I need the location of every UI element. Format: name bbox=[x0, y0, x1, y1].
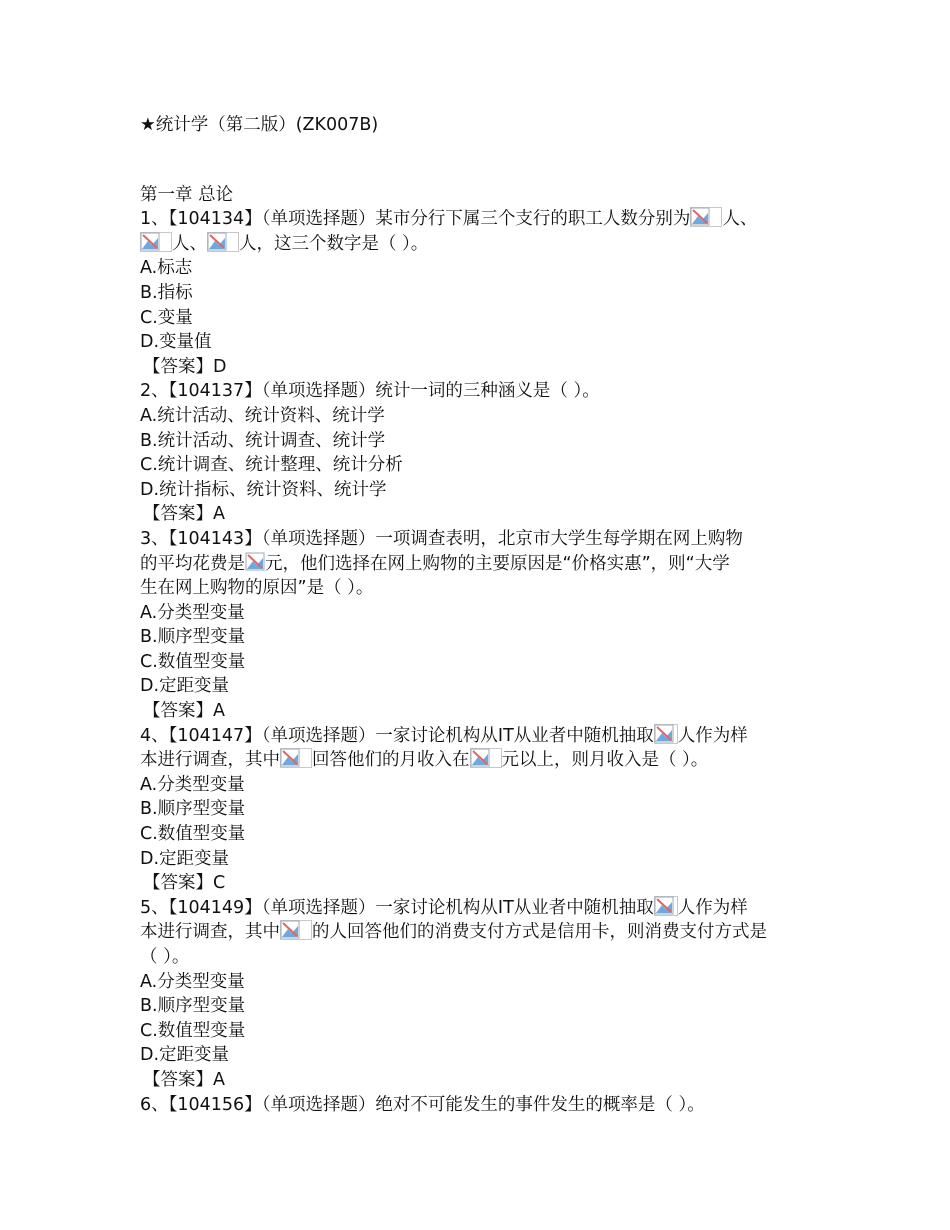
question-5-line-1 bbox=[140, 896, 812, 921]
question-4-text: 人作为样 bbox=[677, 725, 748, 746]
broken-image-icon bbox=[654, 724, 678, 744]
document-title: ★统计学（第二版）(ZK007B) bbox=[140, 115, 379, 135]
question-1-text: 人，这三个数字是（ ）。 bbox=[239, 233, 429, 254]
question-2: 2、【104137】（单项选择题）统计一词的三种涵义是（ ）。 bbox=[140, 381, 600, 402]
question-4-text: 元以上，则月收入是（ ）。 bbox=[501, 750, 709, 771]
option-a: A.标志 bbox=[140, 258, 193, 279]
broken-image-icon bbox=[470, 748, 502, 768]
answer: 【答案】A bbox=[143, 504, 225, 525]
question-3-line-3: 生在网上购物的原因”是（ ）。 bbox=[140, 578, 374, 599]
broken-image-icon bbox=[140, 232, 172, 252]
question-1-line-2 bbox=[140, 232, 812, 257]
document-page bbox=[140, 113, 812, 1117]
question-3-text: 的平均花费是 bbox=[140, 553, 245, 574]
question-5-line-2 bbox=[140, 920, 812, 945]
question-4-text: 回答他们的月收入在 bbox=[312, 750, 470, 771]
question-1-text: 1、【104134】（单项选择题）某市分行下属三个支行的职工人数分别为 bbox=[140, 209, 691, 230]
option-a: A.分类型变量 bbox=[140, 971, 245, 992]
question-1-text: 人、 bbox=[172, 233, 207, 254]
option-d: D.变量值 bbox=[140, 332, 212, 353]
broken-image-icon bbox=[690, 207, 722, 227]
option-d: D.统计指标、统计资料、统计学 bbox=[140, 479, 387, 500]
option-c: C.数值型变量 bbox=[140, 824, 246, 845]
question-4-text: 4、【104147】（单项选择题）一家讨论机构从IT从业者中随机抽取 bbox=[140, 725, 654, 746]
answer: 【答案】A bbox=[143, 701, 225, 722]
option-b: B.统计活动、统计调查、统计学 bbox=[140, 430, 386, 451]
answer: 【答案】A bbox=[143, 1069, 225, 1090]
chapter-heading: 第一章 总论 bbox=[140, 184, 234, 205]
question-5-text: 5、【104149】（单项选择题）一家讨论机构从IT从业者中随机抽取 bbox=[140, 897, 654, 918]
question-5-text: 人作为样 bbox=[677, 897, 748, 918]
option-b: B.顺序型变量 bbox=[140, 996, 246, 1017]
option-d: D.定距变量 bbox=[140, 848, 230, 869]
question-3-line-2 bbox=[140, 552, 812, 577]
question-5-text: 本进行调查，其中 bbox=[140, 922, 280, 943]
broken-image-icon bbox=[654, 896, 678, 916]
option-c: C.统计调查、统计整理、统计分析 bbox=[140, 455, 403, 476]
question-4-text: 本进行调查，其中 bbox=[140, 750, 280, 771]
answer: 【答案】C bbox=[143, 873, 226, 894]
question-4-line-1 bbox=[140, 724, 812, 749]
option-a: A.分类型变量 bbox=[140, 774, 245, 795]
question-5-text: 的人回答他们的消费支付方式是信用卡，则消费支付方式是 bbox=[312, 922, 767, 943]
question-3-line-1: 3、【104143】（单项选择题）一项调查表明，北京市大学生每学期在网上购物 bbox=[140, 528, 743, 549]
option-a: A.统计活动、统计资料、统计学 bbox=[140, 405, 385, 426]
answer: 【答案】D bbox=[143, 356, 227, 377]
option-c: C.数值型变量 bbox=[140, 1020, 246, 1041]
question-1-line-1 bbox=[140, 207, 812, 232]
broken-image-icon bbox=[280, 920, 312, 940]
broken-image-icon bbox=[207, 232, 239, 252]
broken-image-icon bbox=[280, 748, 312, 768]
question-5-line-3: （ ）。 bbox=[140, 947, 190, 967]
option-b: B.顺序型变量 bbox=[140, 799, 246, 820]
question-3-text: 元，他们选择在网上购物的主要原因是“价格实惠”，则“大学 bbox=[265, 553, 730, 574]
option-b: B.顺序型变量 bbox=[140, 627, 246, 648]
question-1-text: 人、 bbox=[722, 209, 758, 230]
option-c: C.数值型变量 bbox=[140, 651, 246, 672]
option-c: C.变量 bbox=[140, 307, 193, 328]
option-b: B.指标 bbox=[140, 282, 193, 303]
option-d: D.定距变量 bbox=[140, 1045, 230, 1066]
question-4-line-2 bbox=[140, 748, 812, 773]
option-d: D.定距变量 bbox=[140, 676, 230, 697]
broken-image-icon bbox=[245, 552, 265, 572]
question-6: 6、【104156】（单项选择题）绝对不可能发生的事件发生的概率是（ ）。 bbox=[140, 1094, 705, 1115]
option-a: A.分类型变量 bbox=[140, 602, 245, 623]
